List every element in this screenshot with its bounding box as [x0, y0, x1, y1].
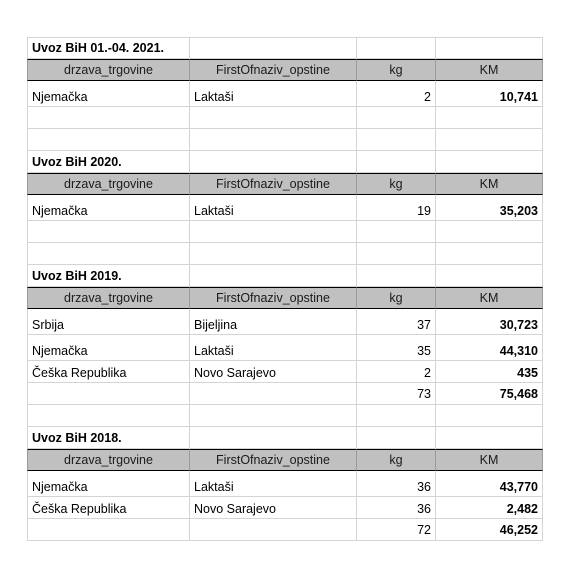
- empty-cell[interactable]: [436, 243, 543, 265]
- empty-cell[interactable]: [436, 129, 543, 151]
- table-row: [27, 335, 543, 361]
- section-title-row: [27, 37, 543, 59]
- cell-country[interactable]: Njemačka: [27, 81, 190, 107]
- empty-cell[interactable]: [357, 129, 436, 151]
- cell-km[interactable]: 10,741: [436, 81, 543, 107]
- cell-country[interactable]: Srbija: [27, 309, 190, 335]
- empty-cell[interactable]: [357, 243, 436, 265]
- cell-municipality[interactable]: Novo Sarajevo: [190, 497, 357, 519]
- cell-country[interactable]: Njemačka: [27, 471, 190, 497]
- empty-cell[interactable]: [190, 427, 357, 449]
- empty-cell[interactable]: [190, 265, 357, 287]
- header-municipality[interactable]: FirstOfnaziv_opstine: [190, 449, 357, 471]
- empty-cell[interactable]: [27, 107, 190, 129]
- empty-cell[interactable]: [357, 427, 436, 449]
- header-country[interactable]: drzava_trgovine: [27, 449, 190, 471]
- table-row: [27, 361, 543, 383]
- empty-row: [27, 107, 543, 129]
- cell-municipality[interactable]: Novo Sarajevo: [190, 361, 357, 383]
- header-kg[interactable]: kg: [357, 449, 436, 471]
- empty-cell[interactable]: [190, 129, 357, 151]
- total-km[interactable]: 46,252: [436, 519, 543, 541]
- section-title-row: [27, 427, 543, 449]
- empty-cell[interactable]: [27, 383, 190, 405]
- cell-km[interactable]: 43,770: [436, 471, 543, 497]
- empty-cell[interactable]: [436, 37, 543, 59]
- cell-km[interactable]: 44,310: [436, 335, 543, 361]
- empty-cell[interactable]: [190, 221, 357, 243]
- header-kg[interactable]: kg: [357, 173, 436, 195]
- header-kg[interactable]: kg: [357, 59, 436, 81]
- header-kg[interactable]: kg: [357, 287, 436, 309]
- empty-row: [27, 129, 543, 151]
- empty-cell[interactable]: [27, 405, 190, 427]
- empty-cell[interactable]: [190, 243, 357, 265]
- cell-municipality[interactable]: Laktaši: [190, 335, 357, 361]
- cell-kg[interactable]: 2: [357, 361, 436, 383]
- section-title-row: [27, 265, 543, 287]
- cell-country[interactable]: Njemačka: [27, 195, 190, 221]
- header-row: [27, 59, 543, 81]
- empty-cell[interactable]: [436, 151, 543, 173]
- empty-cell[interactable]: [357, 107, 436, 129]
- section-title[interactable]: Uvoz BiH 01.-04. 2021.: [27, 37, 190, 59]
- cell-municipality[interactable]: Laktaši: [190, 81, 357, 107]
- cell-municipality[interactable]: Laktaši: [190, 195, 357, 221]
- total-km[interactable]: 75,468: [436, 383, 543, 405]
- empty-cell[interactable]: [190, 151, 357, 173]
- cell-kg[interactable]: 36: [357, 497, 436, 519]
- header-country[interactable]: drzava_trgovine: [27, 173, 190, 195]
- section-title-row: [27, 151, 543, 173]
- header-km[interactable]: KM: [436, 59, 543, 81]
- empty-row: [27, 221, 543, 243]
- cell-km[interactable]: 435: [436, 361, 543, 383]
- table-row: [27, 471, 543, 497]
- empty-cell[interactable]: [27, 519, 190, 541]
- cell-km[interactable]: 2,482: [436, 497, 543, 519]
- cell-municipality[interactable]: Laktaši: [190, 471, 357, 497]
- empty-cell[interactable]: [357, 151, 436, 173]
- header-country[interactable]: drzava_trgovine: [27, 59, 190, 81]
- cell-kg[interactable]: 19: [357, 195, 436, 221]
- empty-row: [27, 405, 543, 427]
- total-row: [27, 383, 543, 405]
- section-title[interactable]: Uvoz BiH 2020.: [27, 151, 190, 173]
- empty-cell[interactable]: [190, 383, 357, 405]
- header-row: [27, 173, 543, 195]
- empty-cell[interactable]: [27, 129, 190, 151]
- empty-cell[interactable]: [436, 265, 543, 287]
- empty-cell[interactable]: [357, 265, 436, 287]
- cell-km[interactable]: 30,723: [436, 309, 543, 335]
- total-kg[interactable]: 73: [357, 383, 436, 405]
- header-row: [27, 287, 543, 309]
- cell-kg[interactable]: 35: [357, 335, 436, 361]
- header-row: [27, 449, 543, 471]
- empty-cell[interactable]: [436, 405, 543, 427]
- spreadsheet-grid: [27, 37, 543, 541]
- table-row: [27, 497, 543, 519]
- header-municipality[interactable]: FirstOfnaziv_opstine: [190, 173, 357, 195]
- header-municipality[interactable]: FirstOfnaziv_opstine: [190, 59, 357, 81]
- empty-cell[interactable]: [436, 221, 543, 243]
- table-row: [27, 81, 543, 107]
- cell-country[interactable]: Češka Republika: [27, 361, 190, 383]
- empty-cell[interactable]: [436, 107, 543, 129]
- header-km[interactable]: KM: [436, 449, 543, 471]
- empty-cell[interactable]: [27, 221, 190, 243]
- cell-kg[interactable]: 37: [357, 309, 436, 335]
- empty-cell[interactable]: [190, 405, 357, 427]
- section-title[interactable]: Uvoz BiH 2019.: [27, 265, 190, 287]
- cell-km[interactable]: 35,203: [436, 195, 543, 221]
- total-row: [27, 519, 543, 541]
- empty-row: [27, 243, 543, 265]
- empty-cell[interactable]: [357, 221, 436, 243]
- header-km[interactable]: KM: [436, 173, 543, 195]
- total-kg[interactable]: 72: [357, 519, 436, 541]
- cell-municipality[interactable]: Bijeljina: [190, 309, 357, 335]
- table-row: [27, 195, 543, 221]
- header-municipality[interactable]: FirstOfnaziv_opstine: [190, 287, 357, 309]
- empty-cell[interactable]: [357, 37, 436, 59]
- empty-cell[interactable]: [190, 519, 357, 541]
- header-km[interactable]: KM: [436, 287, 543, 309]
- empty-cell[interactable]: [27, 243, 190, 265]
- cell-kg[interactable]: 2: [357, 81, 436, 107]
- empty-cell[interactable]: [436, 427, 543, 449]
- cell-country[interactable]: Češka Republika: [27, 497, 190, 519]
- section-title[interactable]: Uvoz BiH 2018.: [27, 427, 190, 449]
- empty-cell[interactable]: [190, 37, 357, 59]
- cell-country[interactable]: Njemačka: [27, 335, 190, 361]
- cell-kg[interactable]: 36: [357, 471, 436, 497]
- empty-cell[interactable]: [357, 405, 436, 427]
- empty-cell[interactable]: [190, 107, 357, 129]
- table-row: [27, 309, 543, 335]
- header-country[interactable]: drzava_trgovine: [27, 287, 190, 309]
